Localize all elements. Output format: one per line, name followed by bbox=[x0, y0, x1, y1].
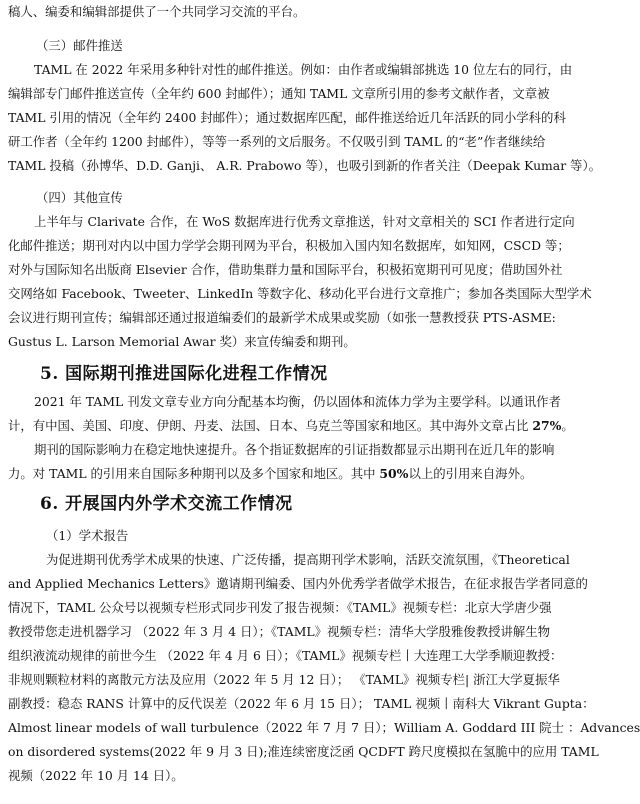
paragraph-line: TAML 投稿（孙博华、D.D. Ganji、 A.R. Prabowo 等），也吸引到新的作者关注（Deepak Kumar 等）。 bbox=[8, 158, 602, 173]
paragraph-line: 教授带您走进机器学习 （2022 年 3 月 4 日）；《TAML》视频专栏：清华大学殷雅俊教授讲解生物 bbox=[8, 624, 551, 639]
paragraph-line: 视频（2022 年 10 月 14 日）。 bbox=[8, 768, 184, 783]
section-heading-6: 6. 开展国内外学术交流工作情况 bbox=[40, 494, 293, 514]
paragraph-line: 2021 年 TAML 刊发文章专业方向分配基本均衡，仍以固体和流体力学为主要学科。以通讯作者 bbox=[34, 394, 561, 409]
text-run: 以上的引用来自海外。 bbox=[408, 466, 533, 481]
subsection-heading-academic-reports: （1）学术报告 bbox=[46, 528, 129, 543]
section-heading-mail-push: （三）邮件推送 bbox=[36, 38, 123, 53]
highlight-percent: 27% bbox=[532, 418, 562, 433]
section-heading-other-promotion: （四）其他宣传 bbox=[36, 190, 123, 205]
paragraph-line: 组织液流动规律的前世今生 （2022 年 4 月 6 日）；《TAML》视频专栏丨大连理工大学季顺迎教授： bbox=[8, 648, 563, 663]
paragraph-line: on disordered systems(2022 年 9 月 3 日);准连续密度泛函 QCDFT 跨尺度模拟在氢脆中的应用 TAML bbox=[8, 744, 599, 759]
paragraph-line: 稿人、编委和编辑部提供了一个共同学习交流的平台。 bbox=[8, 4, 306, 19]
paragraph-line: 对外与国际知名出版商 Elsevier 合作，借助集群力量和国际平台，积极拓宽期刊可见度；借助国外社 bbox=[8, 262, 563, 277]
paragraph-line: 交网络如 Facebook、Tweeter、LinkedIn 等数字化、移动化平台进行文章推广；参加各类国际大型学术 bbox=[8, 286, 592, 301]
paragraph-line: TAML 引用的情况（全年约 2400 封邮件）；通过数据库匹配，邮件推送给近几年活跃的同小学科的科 bbox=[8, 110, 566, 125]
paragraph-line: 为促进期刊优秀学术成果的快速、广泛传播，提高期刊学术影响，活跃交流氛围，《Theoretical bbox=[46, 552, 570, 567]
section-heading-5: 5. 国际期刊推进国际化进程工作情况 bbox=[40, 364, 328, 384]
paragraph-line: 会议进行期刊宣传；编辑部还通过报道编委们的最新学术成果或奖励（如张一慧教授获 PTS-ASME: bbox=[8, 310, 556, 325]
highlight-percent: 50% bbox=[379, 466, 409, 481]
paragraph-line: 研工作者（全年约 1200 封邮件），等等一系列的文后服务。不仅吸引到 TAML 的“老”作者继续给 bbox=[8, 134, 546, 149]
paragraph-line: 非规则颗粒材料的离散元方法及应用（2022 年 5 月 12 日）； 《TAML》视频专栏| 浙江大学夏振华 bbox=[8, 672, 560, 687]
paragraph-line: Gustus L. Larson Memorial Awar 奖）来宣传编委和期刊。 bbox=[8, 334, 356, 349]
paragraph-line: 期刊的国际影响力在稳定地快速提升。各个指证数据库的引证指数都显示出期刊在近几年的影响 bbox=[34, 442, 555, 457]
paragraph-line: 副教授：稳态 RANS 计算中的反代误差（2022 年 6 月 15 日）； TAML 视频丨南科大 Vikrant Gupta： bbox=[8, 696, 595, 711]
paragraph-line: and Applied Mechanics Letters》邀请期刊编委、国内外优秀学者做学术报告，在征求报告学者同意的 bbox=[8, 576, 588, 591]
text-run: 计，有中国、美国、印度、伊朗、丹麦、法国、日本、乌克兰等国家和地区。其中海外文章占比 bbox=[8, 418, 533, 433]
text-run: 。 bbox=[561, 418, 574, 433]
paragraph-line: 化邮件推送；期刊对内以中国力学学会期刊网为平台，积极加入国内知名数据库，如知网，CSCD 等； bbox=[8, 238, 570, 253]
paragraph-line: 编辑部专门邮件推送宣传（全年约 600 封邮件）；通知 TAML 文章所引用的参考文献作者，文章被 bbox=[8, 86, 550, 101]
paragraph-line: Almost linear models of wall turbulence（2022 年 7 月 7 日）；William A. Goddard III 院士 ：Advances bbox=[8, 720, 640, 735]
paragraph-line: 上半年与 Clarivate 合作，在 WoS 数据库进行优秀文章推送，针对文章相关的 SCI 作者进行定向 bbox=[34, 214, 575, 229]
paragraph-line bbox=[8, 418, 574, 434]
paragraph-line: 情况下，TAML 公众号以视频专栏形式同步刊发了报告视频：《TAML》视频专栏：北京大学唐少强 bbox=[8, 600, 552, 615]
paragraph-line bbox=[8, 466, 557, 482]
paragraph-line: TAML 在 2022 年采用多种针对性的邮件推送。例如：由作者或编辑部挑选 10 位左右的同行，由 bbox=[34, 62, 573, 77]
text-run: 力。对 TAML 的引用来自国际多种期刊以及多个国家和地区。其中 bbox=[8, 466, 380, 481]
